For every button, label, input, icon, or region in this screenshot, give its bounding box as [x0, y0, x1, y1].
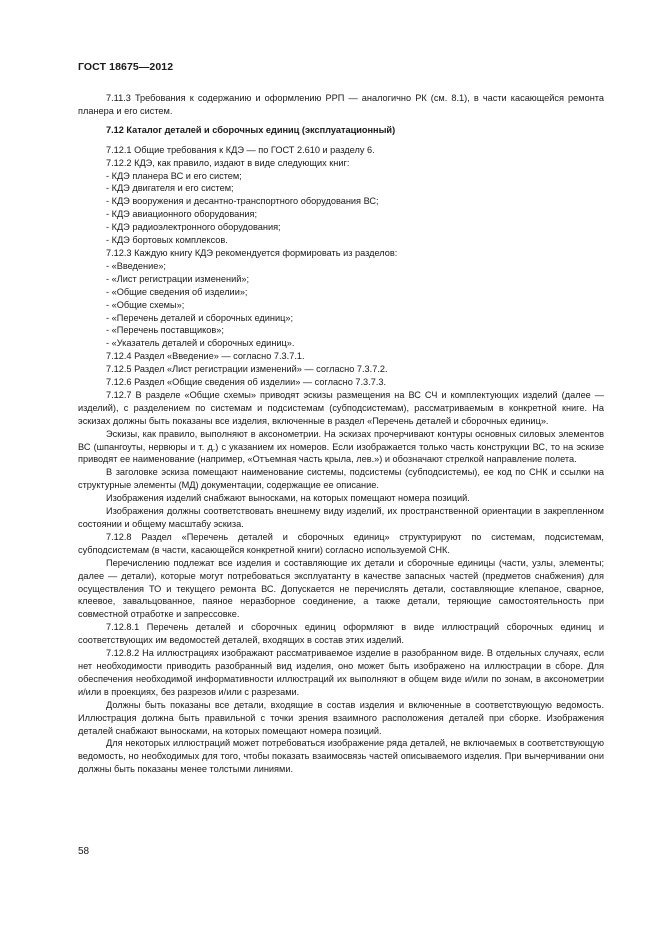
list-item: - КДЭ двигателя и его систем; [106, 183, 234, 194]
list-item: - «Лист регистрации изменений»; [106, 273, 249, 284]
paragraph: 7.12.7 В разделе «Общие схемы» приводят эскизы размещения на ВС СЧ и комплектующих изделий (далее — изделий), с разделением по системам и подсистемам (субподсистемам), рассматриваемым в конкретной книге. На эскизах должны быть показаны все изделия, включенные в раздел «Перечень деталей и сборочных единиц». [78, 389, 604, 426]
list-item: - «Введение»; [106, 260, 166, 271]
list-item: - КДЭ вооружения и десантно-транспортного оборудования ВС; [106, 196, 379, 207]
list-item: - «Общие схемы»; [106, 299, 185, 310]
paragraph: 7.12.2 КДЭ, как правило, издают в виде следующих книг: [106, 157, 350, 168]
document-body [78, 92, 604, 776]
paragraph: 7.11.3 Требования к содержанию и оформлению РРП — аналогично РК (см. 8.1), в части касающейся ремонта планера и его систем. [78, 93, 604, 116]
paragraph: 7.12.1 Общие требования к КДЭ — по ГОСТ 2.610 и разделу 6. [106, 144, 375, 155]
list-item: - «Перечень деталей и сборочных единиц»; [106, 312, 294, 323]
list-item: - «Перечень поставщиков»; [106, 325, 224, 336]
paragraph: В заголовке эскиза помещают наименование системы, подсистемы (субподсистемы), ее код по СНК и ссылки на структурные элементы (МД) документации, содержащие ее описание. [78, 467, 604, 491]
paragraph: 7.12.8.1 Перечень деталей и сборочных единиц оформляют в виде иллюстраций сборочных единиц и соответствующих им ведомостей деталей, входящих в состав этих изделий. [78, 622, 604, 646]
list-item: - «Общие сведения об изделии»; [106, 286, 248, 297]
paragraph: Эскизы, как правило, выполняют в аксонометрии. На эскизах прочерчивают контуры основных силовых элементов ВС (шпангоуты, нервюры и т. д.) с указанием их номеров. Если изображается только часть конструкции ВС, то на эскизе приводят ее наименование (например, «Отъемная часть крыла, лев.») и обозначают стрелкой направление полета. [78, 428, 604, 465]
list-item: - КДЭ авиационного оборудования; [106, 209, 258, 220]
page-number: 58 [78, 846, 90, 857]
standard-header: ГОСТ 18675—2012 [78, 61, 174, 73]
paragraph: Перечислению подлежат все изделия и составляющие их детали и сборочные единицы (части, узлы, элементы; далее — детали), которые могут потребоваться эксплуатанту в качестве запасных частей (предметов снабжения) для осуществления ТО и текущего ремонта ВС. Допускается не перечислять детали, составляющие клепаное, сварное, клеевое, завальцованное, паяное неразборное соединение, а также детали, теряющие самостоятельность при совместной отработке и запрессовке. [78, 557, 604, 620]
list-item: - КДЭ радиоэлектронного оборудования; [106, 222, 281, 233]
section-heading: 7.12 Каталог деталей и сборочных единиц (эксплуатационный) [106, 124, 396, 135]
list-item: - КДЭ планера ВС и его систем; [106, 170, 242, 181]
paragraph: 7.12.3 Каждую книгу КДЭ рекомендуется формировать из разделов: [106, 247, 398, 258]
paragraph: Изображения должны соответствовать внешнему виду изделий, их пространственной ориентации в закрепленном состоянии и общему масштабу эскиза. [78, 506, 604, 529]
list-item: - «Указатель деталей и сборочных единиц». [106, 338, 295, 349]
paragraph: 7.12.8.2 На иллюстрациях изображают рассматриваемое изделие в разобранном виде. В отдельных случаях, если нет необходимости приводить разобранный вид изделия, оно может быть изображено на иллюстрации в сборе. Для обеспечения необходимой информативности иллюстраций их выполняют в общем виде и/или по зонам, в аксонометрии и/или в проекциях, без разрезов и/или с разрезами. [78, 648, 604, 697]
paragraph: 7.12.8 Раздел «Перечень деталей и сборочных единиц» структурируют по системам, подсистемам, субподсистемам (в части, касающейся конкретной книги) согласно используемой СНК. [78, 531, 604, 555]
paragraph: Изображения изделий снабжают выносками, на которых помещают номера позиций. [106, 493, 470, 504]
paragraph: 7.12.5 Раздел «Лист регистрации изменений» — согласно 7.3.7.2. [106, 364, 388, 375]
list-item: - КДЭ бортовых комплексов. [106, 235, 228, 246]
paragraph: Должны быть показаны все детали, входящие в состав изделия и включенные в соответствующую ведомость. Иллюстрация должна быть правильной с точки зрения взаимного расположения деталей при сборке. Изображения деталей снабжают выносками, на которых помещают номера позиций. [78, 699, 604, 736]
paragraph: Для некоторых иллюстраций может потребоваться изображение ряда деталей, не включаемых в соответствующую ведомость, но необходимых для того, чтобы показать взаимосвязь частей описываемого изделия. При вычерчивании они должны быть показаны менее толстыми линиями. [78, 738, 604, 775]
paragraph: 7.12.6 Раздел «Общие сведения об изделии» — согласно 7.3.7.3. [106, 377, 387, 388]
paragraph: 7.12.4 Раздел «Введение» — согласно 7.3.7.1. [106, 351, 305, 362]
